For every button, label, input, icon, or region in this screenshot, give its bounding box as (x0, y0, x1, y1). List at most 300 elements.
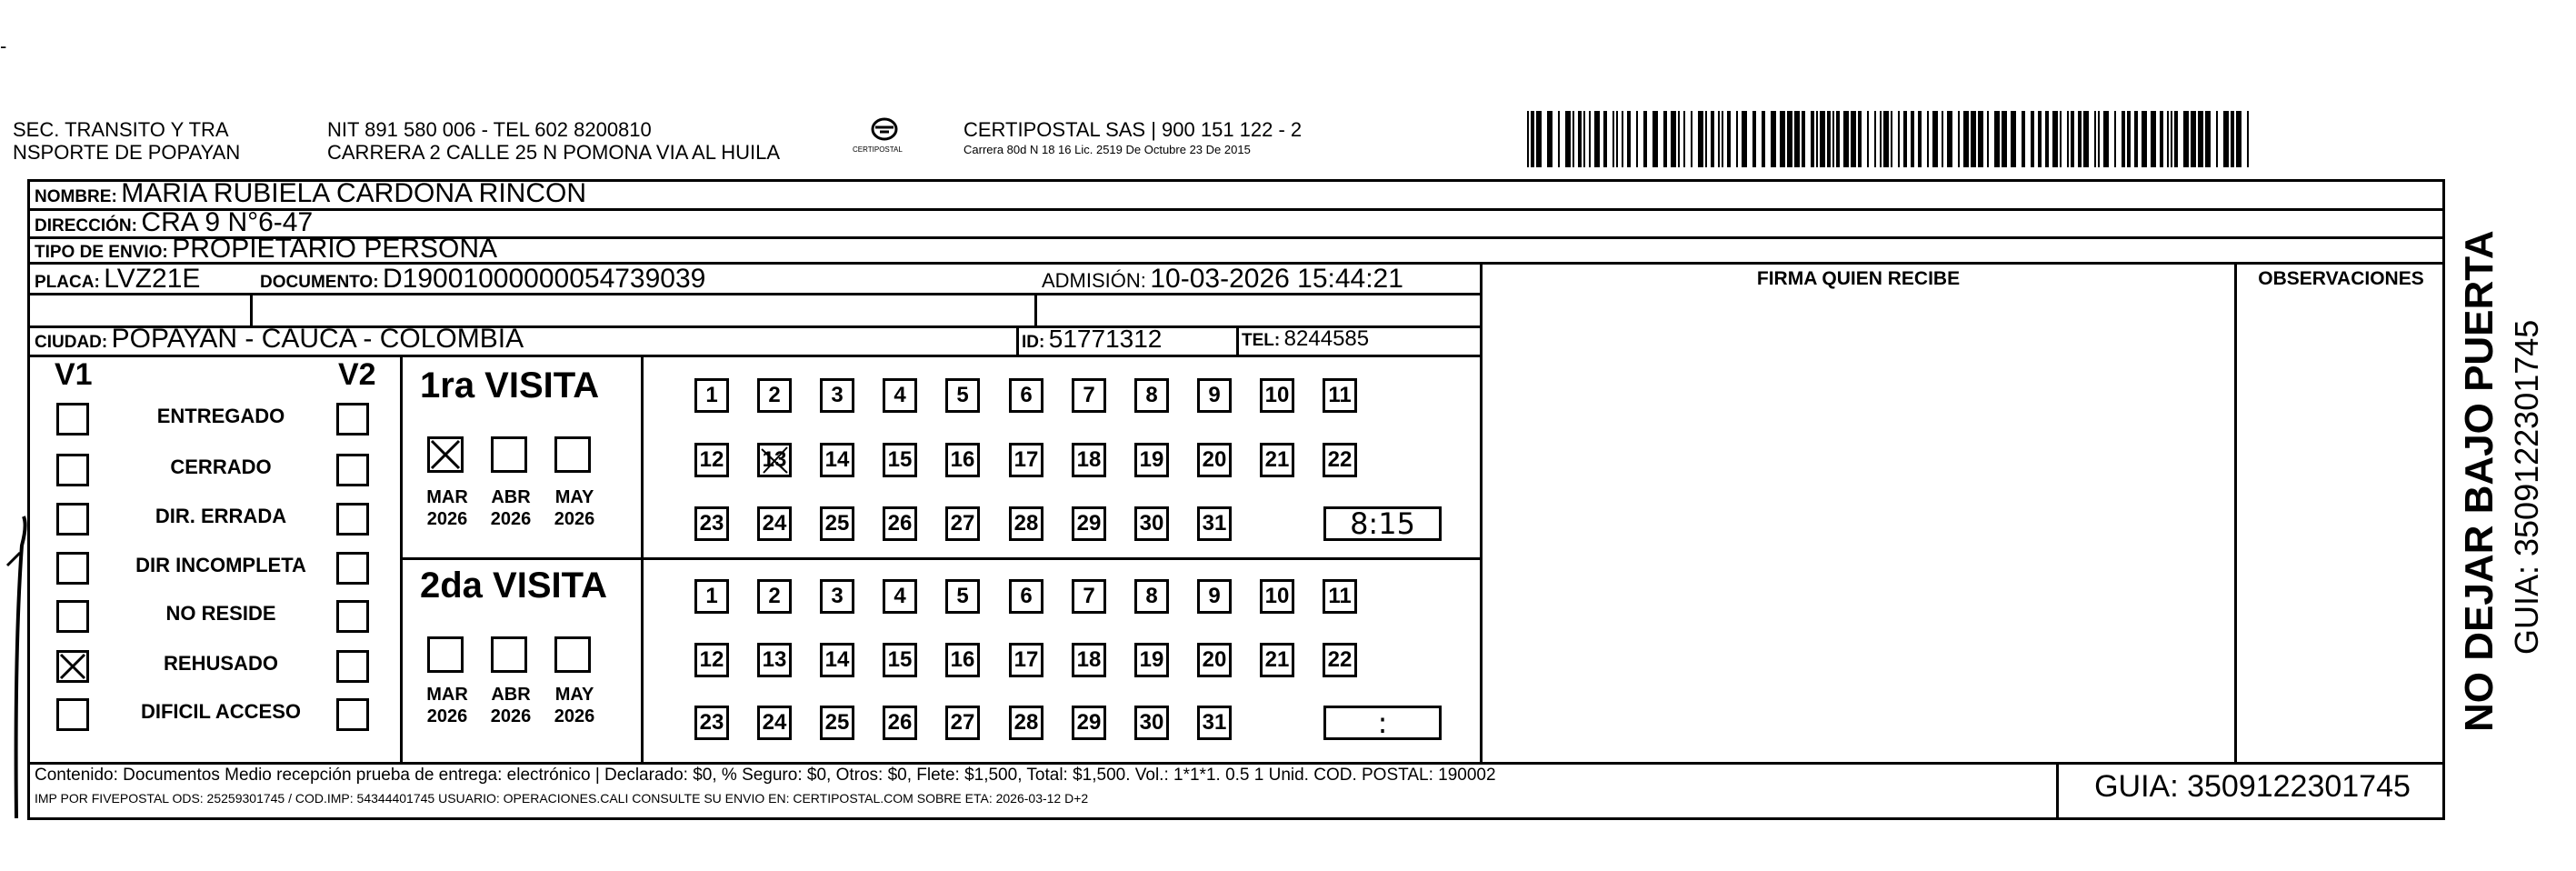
day-number: 17 (1013, 647, 1039, 672)
observaciones-label: OBSERVACIONES (2258, 268, 2424, 289)
barcode-bar (2078, 111, 2082, 167)
barcode-bar (2151, 111, 2156, 167)
first-visit-day-9[interactable] (1197, 378, 1232, 413)
barcode-bar (1843, 111, 1849, 167)
carrier-line-2: Carrera 80d N 18 16 Lic. 2519 De Octubre 23 De 2015 (964, 143, 1251, 156)
status-label-entregado: ENTREGADO (156, 405, 285, 427)
side-warning: NO DEJAR BAJO PUERTA (2457, 230, 2501, 732)
barcode-bar (2045, 111, 2049, 167)
first-visit-day-25[interactable] (820, 506, 854, 541)
day-number: 2 (768, 584, 781, 608)
barcode-bar (2083, 111, 2089, 167)
barcode-bar (2098, 111, 2100, 167)
barcode-bar (2167, 111, 2169, 167)
barcode-bar (1780, 111, 1785, 167)
day-number: 14 (824, 647, 850, 672)
direccion-value: CRA 9 N°6-47 (141, 207, 314, 237)
day-number: 21 (1264, 447, 1290, 472)
v2-checkbox-cerrado[interactable] (336, 454, 369, 486)
first-visit-day-14[interactable] (820, 443, 854, 477)
day-number: 29 (1076, 710, 1102, 735)
v2-checkbox-no-reside[interactable] (336, 600, 369, 633)
first-visit-day-29[interactable] (1072, 506, 1106, 541)
id-field (1022, 324, 1162, 359)
first-visit-day-27[interactable] (945, 506, 980, 541)
barcode-bar (1883, 111, 1889, 167)
barcode-bar (2031, 111, 2034, 167)
day-number: 7 (1083, 584, 1095, 608)
v2-checkbox-entregado[interactable] (336, 403, 369, 436)
barcode-bar (1903, 111, 1907, 167)
direccion-label: DIRECCIÓN: (35, 216, 137, 235)
second-visit-day-28[interactable] (1009, 706, 1043, 740)
barcode-bar (1816, 111, 1818, 167)
barcode-bar (2094, 111, 2096, 167)
barcode-bar (1736, 111, 1738, 167)
second-visit-day-20[interactable] (1197, 643, 1232, 677)
v1-checkbox-rehusado[interactable] (56, 650, 89, 683)
barcode-bar (2142, 111, 2147, 167)
barcode-bar (1742, 111, 1747, 167)
first-visit-day-24[interactable] (757, 506, 792, 541)
status-label-no-reside: NO RESIDE (165, 602, 276, 625)
day-number: 17 (1013, 447, 1039, 472)
sender-line-2: NSPORTE DE POPAYAN (13, 141, 241, 164)
barcode-bar (2198, 111, 2203, 167)
first-visit-day-23[interactable] (694, 506, 729, 541)
second-visit-month-label-abr (484, 684, 538, 727)
day-number: 16 (950, 647, 975, 672)
barcode-bar (1616, 111, 1618, 167)
month-year: 2026 (554, 706, 595, 726)
barcode-bar (1527, 111, 1529, 167)
second-visit-day-13[interactable] (757, 643, 792, 677)
second-visit-day-16[interactable] (945, 643, 980, 677)
barcode-bar (1762, 111, 1765, 167)
barcode-bar (1794, 111, 1800, 167)
barcode-bar (1880, 111, 1882, 167)
barcode-bar (2122, 111, 2125, 167)
first-visit-time-field[interactable] (1323, 506, 1442, 541)
second-visit-day-25[interactable] (820, 706, 854, 740)
ciudad-label: CIUDAD: (35, 333, 108, 352)
day-number: 23 (699, 511, 724, 536)
v2-checkbox-rehusado[interactable] (336, 650, 369, 683)
month-name: MAR (426, 487, 468, 507)
admision-field (1042, 264, 1403, 299)
barcode-bar (2134, 111, 2138, 167)
day-number: 6 (1020, 383, 1033, 407)
second-visit-day-22[interactable] (1323, 643, 1357, 677)
v1-checkbox-dificil-acceso[interactable] (56, 698, 89, 731)
tipo-envio-value: PROPIETARIO PERSONA (172, 234, 498, 264)
first-visit-month-label-mar (420, 486, 474, 530)
tel-field (1242, 324, 1369, 357)
barcode-bar (1678, 111, 1680, 167)
first-visit-day-5[interactable] (945, 378, 980, 413)
barcode-bar (2114, 111, 2116, 167)
first-visit-month-checkbox-may[interactable] (554, 436, 591, 473)
second-visit-day-23[interactable] (694, 706, 729, 740)
footer-guia: GUIA: 3509122301745 (2094, 769, 2411, 804)
status-label-dir-incompleta: DIR INCOMPLETA (135, 554, 306, 576)
first-visit-month-label-may (547, 486, 602, 530)
barcode-bar (1589, 111, 1591, 167)
day-number: 31 (1202, 710, 1227, 735)
month-year: 2026 (426, 509, 468, 529)
barcode-bar (1820, 111, 1825, 167)
sender-line-1: SEC. TRANSITO Y TRA (13, 118, 229, 141)
barcode-bar (1836, 111, 1840, 167)
barcode-bar (1811, 111, 1814, 167)
first-visit-day-30[interactable] (1134, 506, 1169, 541)
second-visit-day-29[interactable] (1072, 706, 1106, 740)
first-visit-day-20[interactable] (1197, 443, 1232, 477)
firma-label: FIRMA QUIEN RECIBE (1756, 268, 1961, 289)
day-number: 27 (950, 710, 975, 735)
day-number: 13 (762, 647, 787, 672)
barcode-bar (1942, 111, 1943, 167)
day-number: 2 (768, 383, 781, 407)
second-visit-day-8[interactable] (1134, 579, 1169, 614)
day-number: 22 (1327, 647, 1353, 672)
barcode-bar (1911, 111, 1914, 167)
barcode-bar (2231, 111, 2234, 167)
first-visit-day-18[interactable] (1072, 443, 1106, 477)
sender-contact-block (327, 118, 780, 164)
first-visit-day-13[interactable] (757, 443, 792, 477)
address-line: CARRERA 2 CALLE 25 N POMONA VIA AL HUILA (327, 141, 781, 164)
placa-value: LVZ21E (104, 264, 201, 294)
barcode-bar (1832, 111, 1834, 167)
day-number: 24 (762, 710, 787, 735)
day-number: 20 (1202, 447, 1227, 472)
second-visit-day-1[interactable] (694, 579, 729, 614)
month-name: MAY (554, 685, 594, 705)
id-value: 51771312 (1048, 325, 1163, 353)
second-visit-day-18[interactable] (1072, 643, 1106, 677)
second-visit-day-24[interactable] (757, 706, 792, 740)
admision-value: 10-03-2026 15:44:21 (1150, 264, 1403, 294)
day-number: 3 (831, 584, 844, 608)
second-visit-day-31[interactable] (1197, 706, 1232, 740)
month-year: 2026 (426, 706, 468, 726)
contenido-line: Contenido: Documentos Medio recepción prueba de entrega: electrónico | Declarado: $0, % Seguro: $0, Otros: $0, Flete: $1,500, Total: $1,500. Vol.: 1*1*1. 0.5 1 Unid. COD. POSTAL: 190002 (35, 766, 1496, 785)
barcode-bar (1867, 111, 1869, 167)
first-visit-day-16[interactable] (945, 443, 980, 477)
day-number: 31 (1202, 511, 1227, 536)
second-visit-month-checkbox-mar[interactable] (427, 636, 464, 673)
second-visit-month-label-mar (420, 684, 474, 727)
day-number: 29 (1076, 511, 1102, 536)
first-visit-month-label-abr (484, 486, 538, 530)
day-number: 18 (1076, 647, 1102, 672)
barcode-bar (1603, 111, 1607, 167)
day-number: 12 (699, 447, 724, 472)
second-visit-day-9[interactable] (1197, 579, 1232, 614)
barcode-bar (1891, 111, 1892, 167)
barcode-bar (2223, 111, 2229, 167)
barcode-bar (1752, 111, 1756, 167)
barcode-bar (1978, 111, 1983, 167)
time-value: 8:15 (1350, 506, 1415, 541)
day-number: 8 (1145, 383, 1158, 407)
second-visit-day-27[interactable] (945, 706, 980, 740)
barcode-bar (1971, 111, 1976, 167)
day-number: 9 (1208, 383, 1221, 407)
day-number: 1 (705, 584, 718, 608)
second-visit-month-checkbox-abr[interactable] (491, 636, 527, 673)
second-visit-day-6[interactable] (1009, 579, 1043, 614)
month-name: MAR (426, 685, 468, 705)
v2-checkbox-dir-errada[interactable] (336, 503, 369, 536)
barcode-bar (1918, 111, 1922, 167)
barcode-bar (1787, 111, 1792, 167)
second-visit-day-26[interactable] (883, 706, 917, 740)
barcode-bar (1963, 111, 1969, 167)
day-number: 24 (762, 511, 787, 536)
v1-label: V1 (55, 357, 93, 392)
month-year: 2026 (490, 706, 532, 726)
first-visit-day-12[interactable] (694, 443, 729, 477)
side-guia: GUIA: 3509122301745 (2508, 319, 2545, 655)
barcode-bar (1583, 111, 1585, 167)
barcode-bar (2071, 111, 2074, 167)
second-visit-day-4[interactable] (883, 579, 917, 614)
barcode-bar (2216, 111, 2218, 167)
id-label: ID: (1022, 333, 1045, 352)
nombre-label: NOMBRE: (35, 187, 117, 206)
stray-mark: - (0, 35, 7, 57)
status-label-rehusado: REHUSADO (164, 652, 278, 675)
observations-area[interactable] (2237, 295, 2445, 762)
barcode-bar (2011, 111, 2016, 167)
barcode-bar (1947, 111, 1952, 167)
second-visit-time-field[interactable] (1323, 706, 1442, 740)
first-visit-day-7[interactable] (1072, 378, 1106, 413)
second-visit-day-21[interactable] (1260, 643, 1294, 677)
day-number: 30 (1139, 710, 1164, 735)
first-visit-day-28[interactable] (1009, 506, 1043, 541)
barcode-bar (2022, 111, 2025, 167)
barcode-bar (1578, 111, 1582, 167)
nit-line: NIT 891 580 006 - TEL 602 8200810 (327, 118, 652, 141)
second-visit-month-label-may (547, 684, 602, 727)
second-visit-day-3[interactable] (820, 579, 854, 614)
x-mark-icon (430, 439, 461, 470)
v1-checkbox-cerrado[interactable] (56, 454, 89, 486)
second-visit-day-19[interactable] (1134, 643, 1169, 677)
barcode-bar (1927, 111, 1929, 167)
day-number: 11 (1328, 383, 1352, 407)
day-number: 5 (956, 584, 969, 608)
barcode-bar (1858, 111, 1862, 167)
v1-checkbox-dir-incompleta[interactable] (56, 552, 89, 585)
barcode-graphic (1525, 111, 2254, 167)
barcode-bar (2052, 111, 2058, 167)
day-number: 19 (1139, 447, 1164, 472)
barcode-bar (1547, 111, 1553, 167)
day-number: 21 (1264, 647, 1290, 672)
documento-field (260, 264, 705, 299)
first-visit-day-26[interactable] (883, 506, 917, 541)
time-value: : (1377, 706, 1388, 740)
second-visit-day-14[interactable] (820, 643, 854, 677)
barcode-bar (1698, 111, 1703, 167)
barcode-bar (2067, 111, 2069, 167)
barcode-bar (1987, 111, 1989, 167)
second-visit-day-2[interactable] (757, 579, 792, 614)
month-year: 2026 (554, 509, 595, 529)
second-visit-day-10[interactable] (1260, 579, 1294, 614)
day-number: 4 (894, 383, 906, 407)
second-visit-day-5[interactable] (945, 579, 980, 614)
imp-line: IMP POR FIVEPOSTAL ODS: 25259301745 / COD.IMP: 54344401745 USUARIO: OPERACIONES.CALI CONSULTE SU ENVIO EN: CERTIPOSTAL.COM SOBRE ETA: 2026-03-12 D+2 (35, 791, 1089, 806)
first-visit-title: 1ra VISITA (420, 365, 600, 405)
day-number: 20 (1202, 647, 1227, 672)
first-visit-day-10[interactable] (1260, 378, 1294, 413)
barcode-bar (1898, 111, 1900, 167)
second-visit-day-15[interactable] (883, 643, 917, 677)
day-number: 6 (1020, 584, 1033, 608)
nombre-value: MARIA RUBIELA CARDONA RINCON (121, 178, 587, 208)
day-number: 12 (699, 647, 724, 672)
day-number: 27 (950, 511, 975, 536)
barcode-bar (2038, 111, 2042, 167)
barcode-bar (2103, 111, 2109, 167)
v1-checkbox-dir-errada[interactable] (56, 503, 89, 536)
day-number: 22 (1327, 447, 1353, 472)
first-visit-day-1[interactable] (694, 378, 729, 413)
barcode-bar (1711, 111, 1714, 167)
v2-checkbox-dir-incompleta[interactable] (336, 552, 369, 585)
barcode-bar (2127, 111, 2131, 167)
signature-area[interactable] (1483, 295, 2234, 762)
day-number: 15 (887, 447, 913, 472)
day-number: 14 (824, 447, 850, 472)
first-visit-day-6[interactable] (1009, 378, 1043, 413)
barcode-bar (1827, 111, 1831, 167)
barcode-bar (1594, 111, 1600, 167)
first-visit-day-8[interactable] (1134, 378, 1169, 413)
first-visit-day-4[interactable] (883, 378, 917, 413)
v2-checkbox-dificil-acceso[interactable] (336, 698, 369, 731)
tel-value: 8244585 (1283, 326, 1370, 351)
barcode-bar (2160, 111, 2163, 167)
barcode-bar (1627, 111, 1631, 167)
x-mark-icon (59, 653, 86, 680)
month-year: 2026 (490, 509, 532, 529)
certipostal-logo-icon (845, 116, 924, 162)
day-number: 11 (1328, 584, 1352, 608)
first-visit-day-15[interactable] (883, 443, 917, 477)
tipo-envio-label: TIPO DE ENVIO: (35, 243, 168, 262)
barcode-bar (1802, 111, 1805, 167)
day-number: 18 (1076, 447, 1102, 472)
day-number: 13 (762, 447, 787, 472)
first-visit-day-3[interactable] (820, 378, 854, 413)
first-visit-month-checkbox-mar[interactable] (427, 436, 464, 473)
second-visit-day-7[interactable] (1072, 579, 1106, 614)
day-number: 28 (1013, 710, 1039, 735)
tel-label: TEL: (1242, 331, 1281, 350)
carrier-line-1: CERTIPOSTAL SAS | 900 151 122 - 2 (964, 118, 1303, 141)
first-visit-day-21[interactable] (1260, 443, 1294, 477)
day-number: 26 (887, 710, 913, 735)
barcode-bar (1994, 111, 2000, 167)
barcode-bar (1536, 111, 1542, 167)
scribble-mark-icon (760, 446, 789, 475)
day-number: 3 (831, 383, 844, 407)
day-number: 10 (1264, 584, 1290, 608)
first-visit-day-17[interactable] (1009, 443, 1043, 477)
barcode-bar (1874, 111, 1876, 167)
barcode-bar (2183, 111, 2189, 167)
first-visit-month-checkbox-abr[interactable] (491, 436, 527, 473)
barcode-bar (2247, 111, 2249, 167)
first-visit-day-11[interactable] (1323, 378, 1357, 413)
barcode-bar (2191, 111, 2196, 167)
barcode-bar (1573, 111, 1574, 167)
first-visit-day-31[interactable] (1197, 506, 1232, 541)
barcode-bar (1622, 111, 1623, 167)
barcode-bar (1671, 111, 1676, 167)
month-name: ABR (491, 487, 531, 507)
second-visit-title: 2da VISITA (420, 566, 607, 606)
sender-block (13, 118, 240, 164)
barcode-bar (1663, 111, 1667, 167)
day-number: 25 (824, 511, 850, 536)
day-number: 30 (1139, 511, 1164, 536)
status-label-dificil-acceso: DIFICIL ACCESO (140, 700, 301, 723)
day-number: 23 (699, 710, 724, 735)
day-number: 8 (1145, 584, 1158, 608)
barcode-bar (1531, 111, 1534, 167)
first-visit-day-2[interactable] (757, 378, 792, 413)
carrier-block (964, 118, 1302, 159)
barcode-bar (1683, 111, 1685, 167)
v1-checkbox-entregado[interactable] (56, 403, 89, 436)
month-name: MAY (554, 487, 594, 507)
barcode-bar (2171, 111, 2172, 167)
barcode-bar (2060, 111, 2062, 167)
day-number: 19 (1139, 647, 1164, 672)
day-number: 1 (705, 383, 718, 407)
second-visit-day-12[interactable] (694, 643, 729, 677)
first-visit-day-22[interactable] (1323, 443, 1357, 477)
day-number: 10 (1264, 383, 1290, 407)
v1-checkbox-no-reside[interactable] (56, 600, 89, 633)
barcode-bar (1691, 111, 1692, 167)
placa-field (35, 264, 200, 299)
barcode-bar (1722, 111, 1723, 167)
barcode-bar (1718, 111, 1720, 167)
second-visit-day-30[interactable] (1134, 706, 1169, 740)
second-visit-day-11[interactable] (1323, 579, 1357, 614)
barcode-bar (1705, 111, 1707, 167)
day-number: 7 (1083, 383, 1095, 407)
day-number: 26 (887, 511, 913, 536)
day-number: 4 (894, 584, 906, 608)
second-visit-month-checkbox-may[interactable] (554, 636, 591, 673)
second-visit-day-17[interactable] (1009, 643, 1043, 677)
day-number: 9 (1208, 584, 1221, 608)
barcode-bar (2236, 111, 2242, 167)
documento-value: D19001000000054739039 (383, 264, 706, 294)
logo-caption: CERTIPOSTAL (853, 145, 903, 154)
first-visit-day-19[interactable] (1134, 443, 1169, 477)
month-name: ABR (491, 685, 531, 705)
